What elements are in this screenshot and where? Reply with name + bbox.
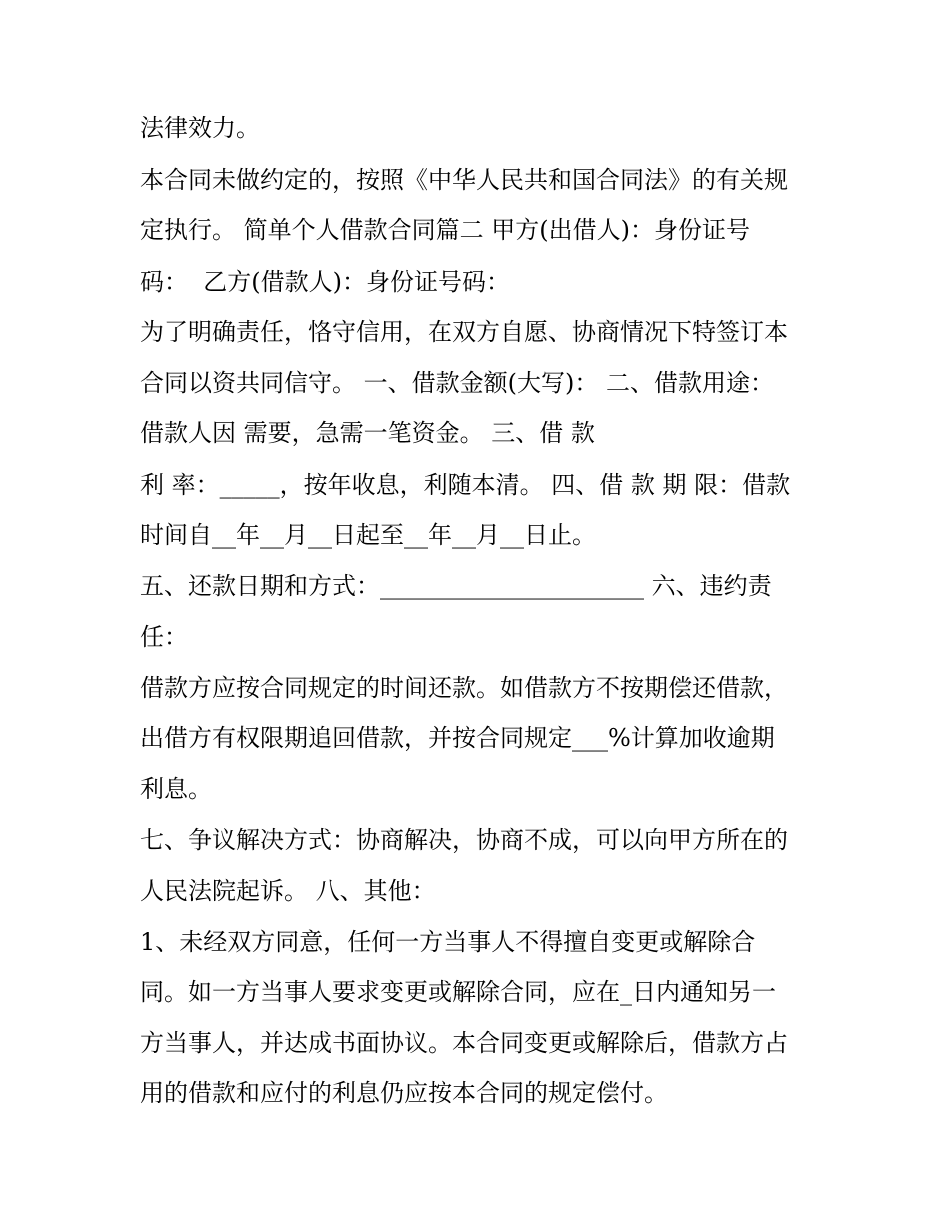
text-line: 定执行。 简单个人借款合同篇二 甲方(出借人)：身份证号 (140, 216, 750, 244)
text-line: 同。如一方当事人要求变更或解除合同，应在_日内通知另一 (140, 978, 776, 1006)
text-line: 方当事人，并达成书面协议。本合同变更或解除后，借款方占 (140, 1029, 788, 1057)
text-line: 利 率：_____，按年收息，利随本清。 四、借 款 期 限：借款 (140, 471, 791, 499)
text-line: 码： 乙方(借款人)：身份证号码： (140, 268, 510, 296)
text-line: 1、未经双方同意，任何一方当事人不得擅自变更或解除合 (140, 928, 756, 956)
text-line: 七、争议解决方式：协商解决，协商不成，可以向甲方所在的 (140, 826, 788, 854)
text-line: 借款方应按合同规定的时间还款。如借款方不按期偿还借款， (140, 674, 788, 702)
text-line: 利息。 (140, 775, 212, 803)
text-line: 为了明确责任，恪守信用，在双方自愿、协商情况下特签订本 (140, 318, 788, 346)
text-line: 人民法院起诉。 八、其他： (140, 877, 436, 905)
text-line: 五、还款日期和方式：______________________ 六、违约责 (140, 572, 772, 600)
text-line: 时间自__年__月__日起至__年__月__日止。 (140, 521, 596, 549)
text-line: 本合同未做约定的，按照《中华人民共和国合同法》的有关规 (140, 166, 788, 194)
text-line: 用的借款和应付的利息仍应按本合同的规定偿付。 (140, 1079, 668, 1107)
text-line: 合同以资共同信守。 一、借款金额(大写)： 二、借款用途： (140, 369, 774, 397)
text-line: 借款人因 需要，急需一笔资金。 三、借 款 (140, 419, 595, 447)
text-line: 任： (140, 623, 188, 651)
text-line: 法律效力。 (140, 114, 260, 142)
text-line: 出借方有权限期追回借款，并按合同规定___%计算加收逾期 (140, 724, 775, 752)
